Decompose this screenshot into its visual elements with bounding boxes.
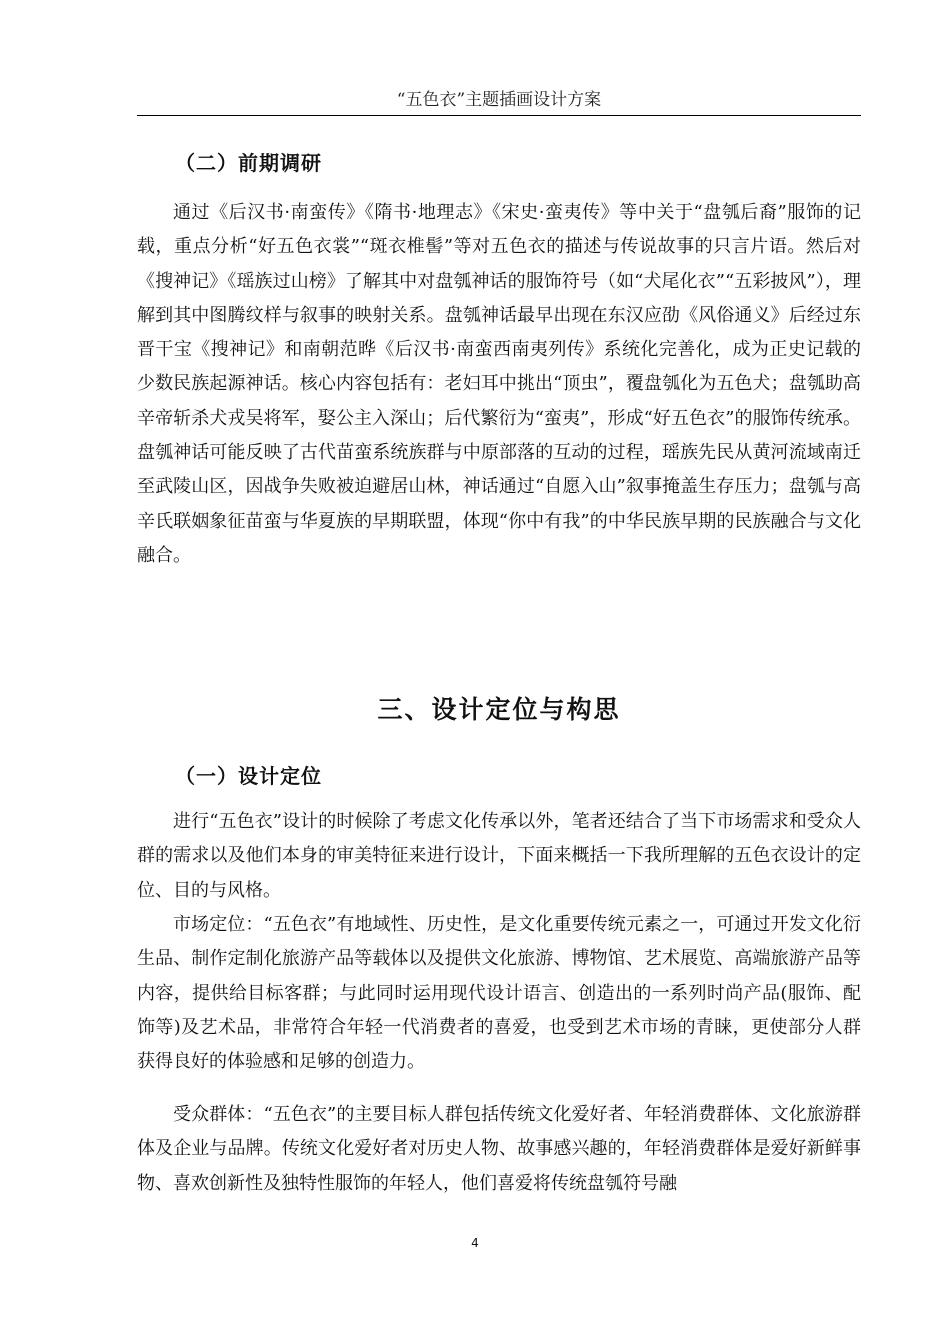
page-number: 4: [471, 1236, 479, 1250]
paragraph-intro: 进行“五色衣”设计的时候除了考虑文化传承以外，笔者还结合了当下市场需求和受众人群的需求以及他们本身的审美特征来进行设计，下面来概括一下我所理解的五色衣设计的定位、目的与风格。: [137, 811, 861, 901]
section-heading-preliminary-research: （二）前期调研: [175, 151, 322, 175]
paragraph-research: 通过《后汉书·南蛮传》《隋书·地理志》《宋史·蛮夷传》等中关于“盘瓠后裔”服饰的记载，重点分析“好五色衣裳”“斑衣椎髻”等对五色衣的描述与传说故事的只言片语。然后对《搜神记》《瑶族过山榜》了解其中对盘瓠神话的服饰符号（如“犬尾化衣”“五彩披风”），理解到其中图腾纹样与叙事的映射关系。盘瓠神话最早出现在东汉应劭《风俗通义》后经过东晋干宝《搜神记》和南朝范晔《后汉书·南蛮西南夷列传》系统化完善化，成为正史记载的少数民族起源神话。核心内容包括有：老妇耳中挑出“顶虫”，覆盘瓠化为五色犬；盘瓠助高辛帝斩杀犬戎吴将军，娶公主入深山；后代繁衍为“蛮夷”，形成“好五色衣”的服饰传统承。盘瓠神话可能反映了古代苗蛮系统族群与中原部落的互动的过程，瑶族先民从黄河流域南迁至武陵山区，因战争失败被迫避居山林，神话通过“自愿入山”叙事掩盖生存压力；盘瓠与高辛氏联姻象征苗蛮与华夏族的早期联盟，体现“你中有我”的中华民族早期的民族融合与文化融合。: [137, 202, 861, 566]
chapter-heading-design-positioning: 三、设计定位与构思: [377, 695, 621, 724]
paragraph-market-positioning: 市场定位：“五色衣”有地域性、历史性，是文化重要传统元素之一，可通过开发文化衍生品、制作定制化旅游产品等载体以及提供文化旅游、博物馆、艺术展览、高端旅游产品等内容，提供给目标客群；与此同时运用现代设计语言、创造出的一系列时尚产品(服饰、配饰等)及艺术品，非常符合年轻一代消费者的喜爱，也受到艺术市场的青睐，更使部分人群获得良好的体验感和足够的创造力。: [137, 914, 861, 1073]
running-header: “五色衣”主题插画设计方案: [137, 88, 861, 116]
paragraph-target-audience: 受众群体：“五色衣”的主要目标人群包括传统文化爱好者、年轻消费群体、文化旅游群体及企业与品牌。传统文化爱好者对历史人物、故事感兴趣的，年轻消费群体是爱好新鲜事物、喜欢创新性及独特性服饰的年轻人，他们喜爱将传统盘瓠符号融: [137, 1104, 861, 1194]
section-heading-design-positioning: （一）设计定位: [175, 764, 322, 788]
